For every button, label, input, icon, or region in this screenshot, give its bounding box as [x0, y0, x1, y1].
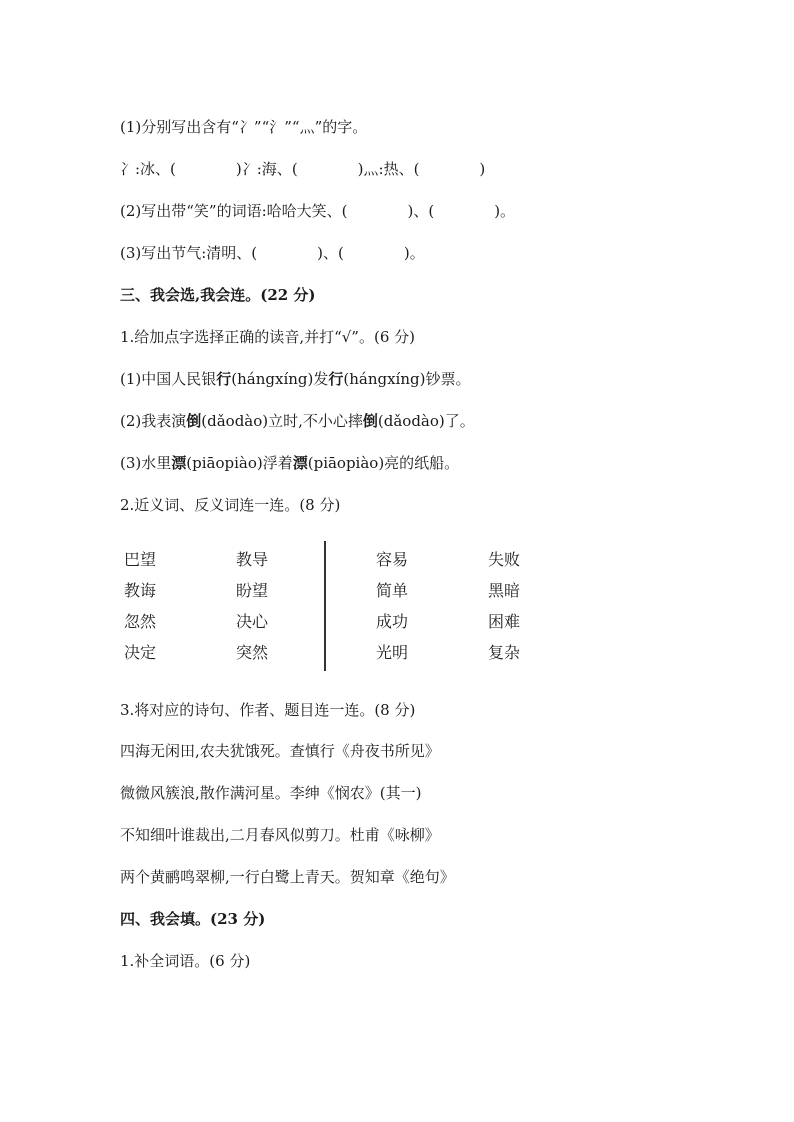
poem-line: 不知细叶谁裁出,二月春风似剪刀。杜甫《咏柳》 [120, 826, 440, 844]
poem-line: 微微风簇浪,散作满河星。李绅《悯农》(其一) [120, 784, 422, 802]
word: 简单 [376, 581, 409, 600]
dotted-character: 行 [216, 370, 232, 388]
fill-in-line: (2)写出带“笑”的词语:哈哈大笑、( )、( )。 [120, 202, 516, 220]
word: 复杂 [488, 643, 521, 662]
section-heading: 三、我会选,我会连。(22 分) [120, 286, 316, 304]
word: 决心 [236, 612, 269, 631]
pinyin-choice-item: (3)水里漂(piāopiào)浮着漂(piāopiào)亮的纸船。 [120, 454, 460, 472]
pinyin-choice-item: (1)中国人民银行(hángxíng)发行(hángxíng)钞票。 [120, 370, 471, 388]
word: 决定 [124, 643, 157, 662]
column-divider [324, 541, 326, 671]
word: 教导 [236, 550, 269, 569]
question-title: 3.将对应的诗句、作者、题目连一连。(8 分) [120, 701, 416, 719]
question-title: 2.近义词、反义词连一连。(8 分) [120, 496, 341, 514]
word: 突然 [236, 643, 269, 662]
word: 教诲 [124, 581, 157, 600]
word: 成功 [376, 612, 409, 631]
dotted-character: 倒 [362, 412, 378, 430]
word: 容易 [376, 550, 409, 569]
word: 忽然 [124, 612, 157, 631]
word: 困难 [488, 612, 521, 631]
word: 失败 [488, 550, 521, 569]
dotted-character: 倒 [186, 412, 202, 430]
question-title: 1.补全词语。(6 分) [120, 952, 251, 970]
word: 光明 [376, 643, 409, 662]
poem-line: 四海无闲田,农夫犹饿死。查慎行《舟夜书所见》 [120, 742, 440, 760]
section-heading: 四、我会填。(23 分) [120, 910, 266, 928]
dotted-character: 漂 [171, 454, 187, 472]
dotted-character: 漂 [292, 454, 308, 472]
word: 黑暗 [488, 581, 521, 600]
pinyin-choice-item: (2)我表演倒(dǎodào)立时,不小心摔倒(dǎodào)了。 [120, 412, 475, 430]
poem-line: 两个黄鹂鸣翠柳,一行白鹭上青天。贺知章《绝句》 [120, 868, 455, 886]
fill-in-line: (3)写出节气:清明、( )、( )。 [120, 244, 425, 262]
question-title: 1.给加点字选择正确的读音,并打“√”。(6 分) [120, 328, 415, 346]
fill-in-line: 冫:冰、( )冫:海、( )灬:热、( ) [120, 160, 486, 178]
word: 盼望 [236, 581, 269, 600]
question-prompt: (1)分别写出含有“冫”“氵”“灬”的字。 [120, 118, 368, 136]
word: 巴望 [124, 550, 157, 569]
dotted-character: 行 [328, 370, 344, 388]
